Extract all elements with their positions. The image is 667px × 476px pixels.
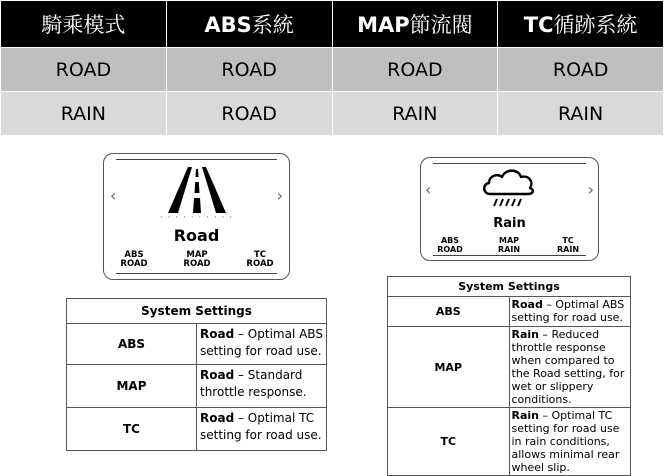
road-mode-display xyxy=(103,153,290,280)
mode-title: Rain xyxy=(493,216,526,231)
tc-status: TC ROAD xyxy=(246,250,274,270)
abs-status: ABS ROAD xyxy=(120,250,148,270)
right-arrow-icon[interactable]: › xyxy=(587,180,594,199)
setting-description: Road – Optimal TC setting for road use. xyxy=(197,408,327,451)
settings-row-tc xyxy=(67,408,327,451)
settings-title: System Settings xyxy=(388,277,631,297)
tc-status: TC RAIN xyxy=(556,236,580,254)
setting-description: Road – Optimal ABS setting for road use. xyxy=(197,324,327,365)
cell-map: RAIN xyxy=(332,92,498,136)
setting-description: Rain – Reduced throttle response when compared to the Road setting, for wet or slippery conditions. xyxy=(509,327,631,408)
cell-map: ROAD xyxy=(332,48,498,92)
display-bottom-line xyxy=(433,255,586,256)
cell-mode: ROAD xyxy=(1,48,167,92)
modes-row-rain xyxy=(1,92,664,136)
setting-key: TC xyxy=(67,408,197,451)
map-status: MAP RAIN xyxy=(497,236,521,254)
setting-key: MAP xyxy=(388,327,510,408)
header-tc-traction: TC循跡系統 xyxy=(498,1,664,48)
setting-key: TC xyxy=(388,408,510,476)
cell-tc: RAIN xyxy=(498,92,664,136)
setting-description: Road – Standard throttle response. xyxy=(197,365,327,408)
cell-abs: ROAD xyxy=(166,48,332,92)
header-map-throttle: MAP節流閥 xyxy=(332,1,498,48)
settings-row-tc xyxy=(388,408,631,476)
left-arrow-icon[interactable]: ‹ xyxy=(425,180,432,199)
map-status: MAP ROAD xyxy=(183,250,211,270)
right-arrow-icon[interactable]: › xyxy=(276,186,283,205)
road-system-settings-table xyxy=(66,298,327,451)
modes-header-row xyxy=(1,1,664,48)
header-abs-system: ABS系統 xyxy=(166,1,332,48)
cell-abs: ROAD xyxy=(166,92,332,136)
setting-description: Road – Optimal ABS setting for road use. xyxy=(509,297,631,327)
setting-key: ABS xyxy=(388,297,510,327)
settings-row-abs xyxy=(388,297,631,327)
rain-system-settings-table xyxy=(387,276,631,476)
mode-title: Road xyxy=(173,226,220,245)
settings-title: System Settings xyxy=(67,299,327,324)
settings-row-abs xyxy=(67,324,327,365)
cell-tc: ROAD xyxy=(498,48,664,92)
left-arrow-icon[interactable]: ‹ xyxy=(110,186,117,205)
rain-cloud-icon xyxy=(480,166,538,212)
cell-mode: RAIN xyxy=(1,92,167,136)
settings-row-map xyxy=(67,365,327,408)
display-top-line xyxy=(433,163,586,164)
modes-row-road xyxy=(1,48,664,92)
header-riding-mode: 騎乘模式 xyxy=(1,1,167,48)
display-top-line xyxy=(116,159,277,160)
riding-modes-table xyxy=(0,0,664,136)
settings-header-row xyxy=(388,277,631,297)
display-bottom-line xyxy=(116,273,277,274)
settings-row-map xyxy=(388,327,631,408)
setting-key: MAP xyxy=(67,365,197,408)
settings-header-row xyxy=(67,299,327,324)
setting-description: Rain – Optimal TC setting for road use in rain conditions, allows minimal rear wheel slip. xyxy=(509,408,631,476)
abs-status: ABS ROAD xyxy=(437,236,463,254)
rain-mode-display xyxy=(420,157,599,261)
road-icon xyxy=(166,167,228,213)
mode-indicator-dots: · · · · · · · · · · xyxy=(159,213,234,223)
setting-key: ABS xyxy=(67,324,197,365)
